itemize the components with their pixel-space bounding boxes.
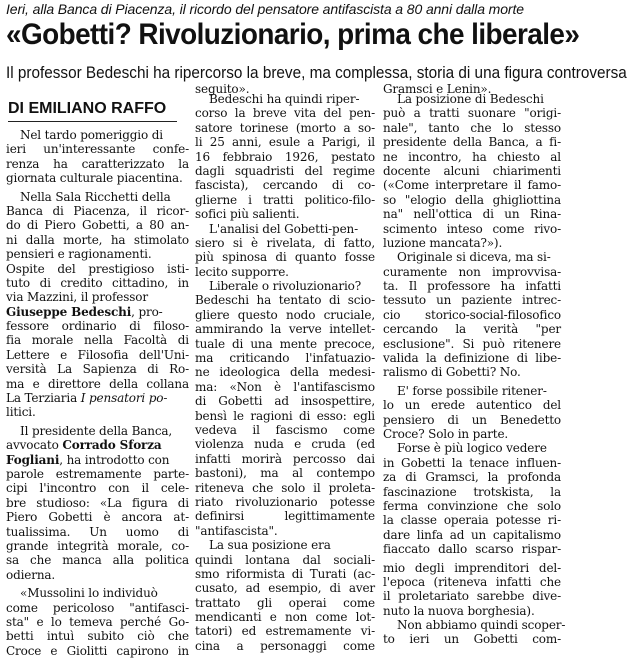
article-text-line: Lettere e Filosofia dell'Uni- (6, 347, 189, 362)
article-text-line: to ieri un Gobetti com- (383, 632, 561, 647)
article-text-line: smo riformista di Turati (ac- (195, 566, 375, 581)
article-text-line: nuto la nuova borghesia). (383, 603, 535, 618)
article-text-line: Giuseppe Bedeschi, pro- (6, 304, 163, 319)
article-text-line: può a tratti suonare "origi- (383, 106, 561, 121)
article-text-line: betti intuì subito ciò che (6, 629, 189, 644)
article-text-line: lecito supporre. (195, 264, 289, 279)
article-text-line: E' forse possibile ritener- (397, 383, 547, 398)
article-text-line: L'analisi del Gobetti-pen- (209, 221, 359, 236)
article-text-line: seguito». (195, 82, 250, 96)
article-text-line: satore torinese (morto a so- (195, 120, 375, 135)
article-kicker: Ieri, alla Banca di Piacenza, il ricordo del pensatore antifascista a 80 anni dalla morte (6, 1, 524, 17)
article-text-line: Ospite del prestigioso isti- (6, 261, 189, 276)
article-text-line: esclusione". Si può ritenere (383, 336, 561, 351)
article-text-line: pensiero di un Benedetto (383, 412, 561, 427)
article-text-line: fessore ordinario di filoso- (6, 319, 189, 334)
article-text-line: tuale di una mente precoce, (195, 336, 375, 351)
article-text-line: Originale si diceva, ma si- (397, 250, 551, 265)
article-text-line: ma e direttore della collana (6, 376, 189, 391)
article-column-1 (6, 128, 189, 658)
article-byline: DI EMILIANO RAFFO (8, 100, 167, 117)
article-text-line: Liberale o rivoluzionario? (209, 279, 362, 294)
article-text-line: versità La Sapienza di Ro- (6, 362, 189, 377)
article-text-line: fascista), cercando di co- (195, 178, 375, 193)
article-text-line: valida la definizione di libe- (383, 351, 561, 366)
article-text-line: quindi lontana dal sociali- (195, 552, 375, 567)
article-text-line: Nel tardo pomeriggio di (20, 128, 163, 142)
article-text-line: Banca di Piacenza, il ricor- (6, 203, 189, 218)
article-text-line: Bedeschi ha tentato di scio- (195, 293, 375, 308)
article-text-line: ni dalla morte, ha stimolato (6, 232, 189, 247)
article-text-line: ma criticando l'infatuazio- (195, 351, 375, 366)
article-text-line: più spinosa di quanto fosse (195, 250, 375, 265)
article-text-line: l'epoca (riteneva infatti che (383, 574, 561, 589)
article-text-line: Gramsci e Lenin». (383, 82, 492, 96)
article-text-line: Piero Gobetti è ancora at- (6, 510, 189, 525)
article-text-line: ralismo di Gobetti? No. (383, 365, 521, 380)
article-text-line: parole estremamente parte- (6, 466, 189, 481)
article-text-line: dare linfa ad un capitalismo (383, 527, 561, 542)
article-text-line: Il presidente della Banca, (20, 423, 173, 438)
article-text-line: in Gobetti la tenace influen- (383, 455, 561, 470)
article-text-line: La sua posizione era (209, 538, 331, 553)
article-text-line: via Mazzini, il professor (6, 290, 148, 305)
article-text-line: («Come interpretare il famo- (383, 178, 561, 193)
article-text-line: corso la breve vita del pen- (195, 106, 375, 121)
article-text-line: Nella Sala Ricchetti della (20, 189, 171, 204)
article-text-line: vedeva il fascismo come (195, 422, 375, 437)
article-text-line: Non abbiamo quindi scoper- (397, 618, 566, 633)
article-text-line: ferma convinzione che solo (383, 498, 561, 513)
article-text-line: cipi l'incontro con il cele- (6, 481, 189, 496)
article-text-line: Croce? Solo in parte. (383, 426, 509, 441)
article-text-line: curamente non improvvisa- (383, 264, 561, 279)
article-text-line: fiaccato dallo scarso rispar- (383, 542, 561, 557)
article-text-line: sa che manca alla politica (6, 553, 189, 568)
article-text-line: cercando la verità "per (383, 322, 561, 337)
article-text-line: dagli squadristi del regime (195, 163, 375, 178)
article-text-line: tessuto un paziente intrec- (383, 293, 561, 308)
article-text-line: violenza nuda e cruda (ed (195, 437, 375, 452)
article-text-line: 16 febbraio 1926, pestato (195, 149, 375, 164)
article-text-line: mendicanti e non come lot- (195, 610, 375, 625)
article-text-line: sofici più salienti. (195, 207, 300, 222)
article-text-line: ne ideologica della medesi- (195, 365, 375, 380)
article-text-line: fia morale nella Facoltà di (6, 333, 189, 348)
article-text-line: pensieri e ragionamenti. (6, 247, 152, 262)
article-text-line: Forse è più logico vedere (397, 441, 547, 456)
article-text-line: di Gobetti ad insospettire, (195, 394, 375, 409)
article-text-line: odierna. (6, 567, 56, 582)
article-text-line: ma: «Non è l'antifascismo (195, 379, 375, 394)
article-text-line: ta. Il professore ha infatti (383, 279, 561, 294)
article-text-line: cio storico-social-filosofico (383, 307, 561, 322)
article-text-line: giornata culturale piacentina. (6, 171, 183, 186)
article-text-line: za di Gramsci, la profonda (383, 470, 561, 485)
article-text-line: luzione mancata?»). (383, 235, 503, 250)
article-text-line: so "elogio della ghigliottina (383, 192, 561, 207)
article-text-line: do di Piero Gobetti, a 80 an- (6, 218, 189, 233)
article-text-line: nale", tanto che lo stesso (383, 120, 561, 135)
article-text-line: grande integrità morale, co- (6, 538, 189, 553)
article-text-line: La posizione di Bedeschi (397, 92, 544, 106)
article-text-line: siero si è rivelata, di fatto, (195, 235, 375, 250)
article-text-line: "antifascista". (195, 523, 278, 538)
article-headline: «Gobetti? Rivoluzionario, prima che liberale» (6, 18, 580, 51)
article-text-line: tatori) ed estremamente vi- (195, 624, 375, 639)
article-text-line: lo un erede autentico del (383, 398, 561, 413)
article-text-line: bre studioso: «La figura di (6, 495, 189, 510)
article-column-3 (383, 82, 566, 647)
article-text-line: ammirando la verve intellet- (195, 322, 375, 337)
article-text-line: «Mussolini lo individuò (20, 586, 158, 601)
article-text-line: gliere questo nodo cruciale, (195, 307, 375, 322)
article-text-line: sta" e lo temeva perché Go- (6, 614, 189, 629)
article-text-line: glierne i tratti politico-filo- (195, 192, 375, 207)
article-text-line: La Terziaria I pensatori po- (6, 391, 168, 406)
article-text-line: fascinazione trotskista, la (383, 484, 561, 499)
article-text-line: infatti morirà percosso dai (195, 451, 375, 466)
article-text-line: cina a personaggi come (195, 638, 375, 653)
article-text-line: cusato, ad esempio, di aver (195, 581, 375, 596)
article-text-line: ieri un'interessante confe- (6, 142, 189, 157)
article-text-line: Croce e Giolitti capirono in (6, 643, 189, 658)
article-text-line: tuto di credito cittadino, in (6, 275, 189, 290)
article-text-line: come pericoloso "antifasci- (6, 600, 189, 615)
article-text-line: ne incontro, ha chiesto al (383, 149, 561, 164)
article-text-line: Bedeschi ha quindi riper- (209, 92, 360, 106)
article-text-line: renza ha caratterizzato la (6, 156, 189, 171)
article-text-line: bensì le ragioni di esso: egli (195, 408, 375, 423)
article-text-line: la classe operaia potesse ri- (383, 513, 561, 528)
article-text-line: tualissima. Un uomo di (6, 524, 189, 539)
article-text-line: definirsi legittimamente (195, 509, 375, 524)
article-text-line: li 25 anni, esule a Parigi, il (195, 135, 375, 150)
article-text-line: na" nell'ottica di un Rina- (383, 207, 561, 222)
article-text-line: presidente della Banca, a fi- (383, 135, 561, 150)
article-text-line: bastoni), ma al contempo (195, 466, 375, 481)
article-column-2 (195, 82, 375, 653)
article-text-line: avvocato Corrado Sforza (6, 438, 162, 453)
article-subheadline: Il professor Bedeschi ha ripercorso la breve, ma complessa, storia di una figura controversa (6, 63, 627, 82)
article-text-line: riteneva che solo il proleta- (195, 480, 375, 495)
article-text-line: trattato gli operai come (195, 595, 375, 610)
article-text-line: scimento inteso come rivo- (383, 221, 561, 236)
article-text-line: mio degli imprenditori del- (383, 560, 561, 575)
article-text-line: il proletariato sarebbe dive- (383, 589, 561, 604)
article-text-line: docente alcuni chiarimenti (383, 163, 561, 178)
article-text-line: Fogliani, ha introdotto con (6, 452, 170, 467)
byline-divider (8, 121, 177, 122)
article-text-line: litici. (6, 405, 36, 420)
article-text-line: riato rivoluzionario potesse (195, 494, 375, 509)
